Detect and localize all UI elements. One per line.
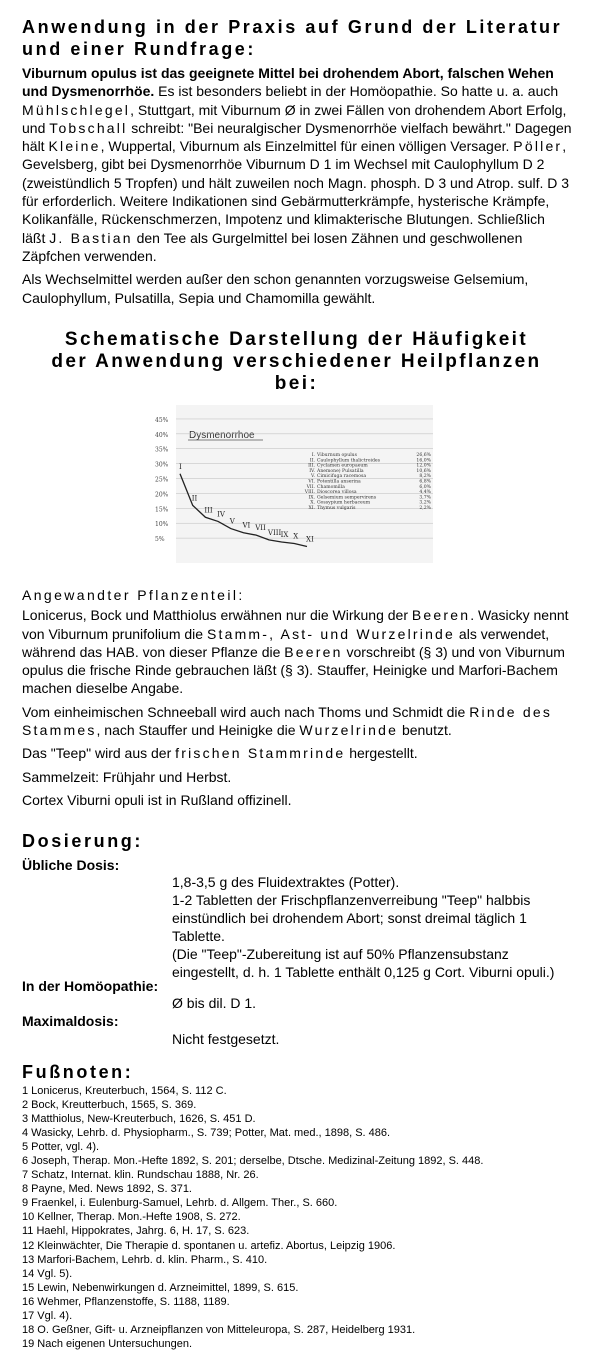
legend-name: Dioscorea villosa bbox=[317, 490, 357, 496]
chart-section-title-1: Schematische Darstellung der Häufigkeit bbox=[64, 329, 529, 350]
pt2-wurzelrinde: Wurzelrinde bbox=[299, 722, 399, 739]
pt3-text-b: hergestellt. bbox=[345, 745, 418, 762]
pt3-text-a: Das "Teep" wird aus der bbox=[22, 745, 176, 762]
chart-point-label: VIII bbox=[267, 528, 282, 537]
ubliche-value-1: 1,8-3,5 g des Fluidextraktes (Potter). bbox=[172, 874, 400, 890]
offizinell: Cortex Viburni opuli ist in Rußland offizinell. bbox=[22, 791, 292, 808]
legend-roman: V. bbox=[311, 474, 315, 480]
legend-value: 4,4% bbox=[419, 490, 431, 496]
legend-roman: IV. bbox=[309, 468, 315, 474]
pflanzenteil-paragraph-3 bbox=[22, 744, 572, 762]
praxis-heading bbox=[22, 16, 572, 60]
footnote-item: 16 Wehmer, Pflanzenstoffe, S. 1188, 1189. bbox=[22, 1295, 230, 1308]
pt2-text-a: Vom einheimischen Schneeball wird auch nach Thoms und Schmidt die bbox=[22, 703, 470, 720]
legend-value: 3,7% bbox=[419, 495, 431, 501]
chart-plot-background bbox=[176, 405, 433, 563]
chart-y-tick-label: 25% bbox=[155, 476, 169, 484]
footnote-item: 1 Lonicerus, Kreuterbuch, 1564, S. 112 C. bbox=[22, 1085, 227, 1097]
chart-title-block bbox=[10, 329, 583, 395]
legend-name: Gossypium herbaceum bbox=[317, 500, 371, 506]
chart-section-title-3: bei: bbox=[274, 373, 319, 394]
legend-value: 26,6% bbox=[416, 453, 431, 458]
pflanzenteil-paragraph-1 bbox=[22, 606, 572, 697]
chart-point-label: X bbox=[293, 532, 299, 541]
footnote-item: 10 Kellner, Therap. Mon.-Hefte 1908, S. 272. bbox=[22, 1211, 241, 1224]
chart-y-tick-label: 20% bbox=[155, 491, 169, 499]
pt-text-c: als verwendet, während das HAB. von dieser Pflanze die bbox=[22, 625, 550, 660]
legend-roman: IX. bbox=[308, 495, 315, 501]
footnote-item: 6 Joseph, Therap. Mon.-Hefte 1892, S. 201; derselbe, Dtsche. Medizinal-Zeitung 1892, S. 448. bbox=[22, 1155, 484, 1168]
chart-y-ticks bbox=[155, 417, 169, 543]
legend-name: Anemone) Pulsatilla bbox=[317, 468, 364, 474]
chart-point-label: II bbox=[191, 494, 198, 503]
footnote-item: 8 Payne, Med. News 1892, S. 371. bbox=[22, 1183, 192, 1196]
praxis-text-b: , Stuttgart, mit Viburnum Ø in zwei Fällen von drohendem Abort Erfolg, und bbox=[22, 101, 567, 136]
pt-text-a: Lonicerus, Bock und Matthiolus erwähnen nur die Wirkung der bbox=[22, 607, 412, 624]
pt2-text-b: , nach Stauffer und Heinigke die bbox=[96, 722, 300, 739]
footnote-item: 14 Vgl. 5). bbox=[22, 1267, 73, 1280]
praxis-text-d: , Wuppertal, Viburnum als Einzelmittel für einen völligen Versager. bbox=[100, 138, 514, 155]
ubliche-values bbox=[172, 873, 572, 981]
chart-y-tick-label: 30% bbox=[155, 461, 169, 469]
ubliche-label: Übliche Dosis: bbox=[22, 857, 120, 873]
footnote-item: 3 Matthiolus, New-Kreuterbuch, 1626, S. 451 D. bbox=[22, 1113, 256, 1126]
legend-value: 6,0% bbox=[419, 484, 431, 490]
author-kleine: Kleine bbox=[48, 138, 101, 155]
sammelzeit: Sammelzeit: Frühjahr und Herbst. bbox=[22, 768, 232, 785]
footnote-item: 9 Fraenkel, i. Eulenburg-Samuel, Lehrb. d. Allgem. Ther., S. 660. bbox=[22, 1197, 338, 1210]
legend-value: 8,2% bbox=[419, 474, 431, 480]
praxis-lead-bold: Viburnum opulus ist das geeignete Mittel bei drohendem Abort, falschen Wehen und Dysmenorrhöe. bbox=[22, 65, 554, 100]
chart-y-tick-label: 5% bbox=[155, 536, 165, 544]
footnote-item: 15 Lewin, Nebenwirkungen d. Arzneimittel, 1899, S. 615. bbox=[22, 1281, 299, 1294]
legend-name: Viburnum opulus bbox=[317, 453, 357, 458]
pt-text-b: . Wasicky nennt von Viburnum prunifolium die bbox=[22, 607, 569, 642]
footnote-item: 17 Vgl. 4). bbox=[22, 1309, 73, 1322]
author-bastian: J. Bastian bbox=[49, 229, 133, 246]
chart-point-label: XI bbox=[306, 535, 314, 544]
legend-value: 3,2% bbox=[419, 500, 431, 506]
chart-svg bbox=[153, 403, 439, 568]
chart-y-tick-label: 40% bbox=[155, 431, 169, 439]
chart-section-title-2: der Anwendung verschiedener Heilpflanzen bbox=[51, 351, 542, 372]
legend-roman: I. bbox=[311, 453, 315, 458]
footnote-item: 11 Haehl, Hippokrates, Jahrg. 6, H. 17, S. 623. bbox=[22, 1225, 250, 1238]
chart-y-tick-label: 45% bbox=[155, 416, 169, 424]
chart-point-label: VII bbox=[255, 524, 266, 533]
praxis-paragraph-1 bbox=[22, 64, 572, 265]
footnote-item: 4 Wasicky, Lehrb. d. Physiopharm., S. 739; Potter, Mat. med., 1898, S. 486. bbox=[22, 1127, 391, 1140]
pt3-frischen: frischen Stammrinde bbox=[175, 745, 346, 762]
legend-roman: VI. bbox=[308, 479, 315, 485]
footnote-item: 19 Nach eigenen Untersuchungen. bbox=[22, 1337, 193, 1350]
praxis-section bbox=[22, 16, 572, 307]
dysmenorrhoe-chart bbox=[153, 403, 439, 568]
max-label: Maximaldosis: bbox=[22, 1013, 119, 1029]
legend-value: 6,8% bbox=[419, 479, 431, 485]
footnote-item: 18 O. Geßner, Gift- u. Arzneipflanzen von Mitteleuropa, S. 287, Heidelberg 1931. bbox=[22, 1323, 416, 1336]
pflanzenteil-section bbox=[22, 586, 572, 809]
praxis-heading-line2: und einer Rundfrage: bbox=[22, 39, 257, 59]
legend-value: 16,0% bbox=[416, 458, 431, 464]
chart-title: Dysmenorrhoe bbox=[189, 430, 255, 441]
ubliche-value-2: 1-2 Tabletten der Frischpflanzenverreibung "Teep" halbbis einstündlich bei drohendem Abort; sonst dreimal täglich 1 Tablette. bbox=[172, 892, 531, 944]
legend-value: 10,6% bbox=[416, 468, 431, 474]
legend-name: Thymus vulgaris bbox=[317, 506, 356, 511]
homoo-value: Ø bis dil. D 1. bbox=[172, 995, 257, 1011]
legend-roman: III. bbox=[308, 463, 315, 469]
legend-value: 12,0% bbox=[416, 463, 431, 469]
pt-beeren-2: Beeren bbox=[284, 643, 343, 660]
chart-point-label: V bbox=[229, 517, 235, 526]
footnote-item: 5 Potter, vgl. 4). bbox=[22, 1141, 100, 1154]
pt-beeren-1: Beeren bbox=[411, 607, 471, 624]
chart-point-label: III bbox=[204, 506, 213, 515]
footnotes-heading: Fußnoten: bbox=[22, 1062, 134, 1082]
ubliche-value-3: (Die "Teep"-Zubereitung ist auf 50% Pflanzensubstanz eingestellt, d. h. 1 Tablette enthält 0,125 g Cort. Viburni opuli.) bbox=[172, 946, 555, 980]
dosierung-heading: Dosierung: bbox=[22, 831, 144, 851]
praxis-text-a: Es ist besonders beliebt in der Homöopathie. So hatte u. a. auch bbox=[154, 83, 559, 100]
legend-value: 2,2% bbox=[419, 506, 431, 511]
legend-roman: VII. bbox=[306, 484, 315, 490]
praxis-text-c: schreibt: "Bei neuralgischer Dysmenorrhöe vielfach bewährt." Dagegen hält bbox=[22, 119, 572, 155]
author-poeller: Pöller bbox=[513, 138, 563, 155]
legend-roman: VIII. bbox=[304, 490, 315, 496]
max-value: Nicht festgesetzt. bbox=[172, 1031, 280, 1047]
author-muehlschlegel: Mühlschlegel bbox=[22, 101, 131, 118]
footnotes-list bbox=[22, 1084, 582, 1351]
praxis-text-f: den Tee als Gurgelmittel bei losen Zähnen und geschwollenen Zäpfchen verwenden. bbox=[22, 229, 523, 264]
pt2-rinde-stamm: Rinde des Stammes bbox=[22, 703, 553, 739]
pflanzenteil-heading: Angewandter Pflanzenteil: bbox=[22, 587, 245, 603]
pt-text-d: vorschreibt (§ 3) und von Viburnum opulus die frische Rinde gebrauchen läßt (§ 3). Stauffer, Heinigke und Marfori-Bachem machen dieselbe Angabe. bbox=[22, 643, 565, 697]
legend-name: Cyclamen europaeum bbox=[317, 463, 368, 469]
praxis-paragraph-2: Als Wechselmittel werden außer den schon genannten vorzugsweise Gelsemium, Caulophyllum, Pulsatilla, Sepia und Chamomilla gewählt. bbox=[22, 271, 529, 306]
legend-name: Caulophyllum thalictroides bbox=[317, 458, 381, 464]
footnote-item: 7 Schatz, Internat. klin. Rundschau 1888, Nr. 26. bbox=[22, 1169, 259, 1182]
footnote-item: 2 Bock, Kreutterbuch, 1565, S. 369. bbox=[22, 1099, 197, 1112]
chart-point-label: IV bbox=[217, 510, 225, 519]
chart-y-tick-label: 15% bbox=[155, 506, 169, 514]
chart-y-tick-label: 35% bbox=[155, 446, 169, 454]
pflanzenteil-paragraph-2 bbox=[22, 703, 572, 740]
footnote-item: 12 Kleinwächter, Die Therapie d. spontanen u. artefiz. Abortus, Leipzig 1906. bbox=[22, 1239, 396, 1252]
legend-name: Gelsemium sempervirens bbox=[317, 495, 377, 501]
pt-stamm: Stamm-, Ast- und Wurzelrinde bbox=[206, 625, 456, 642]
chart-point-label: I bbox=[179, 462, 182, 471]
legend-roman: XI. bbox=[308, 506, 315, 511]
legend-name: Chamomilla bbox=[317, 484, 345, 490]
footnote-item: 13 Marfori-Bachem, Lehrb. d. klin. Pharm., S. 410. bbox=[22, 1253, 268, 1266]
legend-name: Cimicifuga racemosa bbox=[317, 474, 367, 480]
author-tobschall: Tobschall bbox=[49, 119, 128, 136]
chart-point-label: VI bbox=[242, 521, 251, 530]
legend-roman: X. bbox=[310, 500, 315, 506]
chart-point-label: IX bbox=[280, 530, 289, 539]
chart-y-tick-label: 10% bbox=[155, 521, 169, 529]
praxis-heading-line1: Anwendung in der Praxis auf Grund der Literatur bbox=[22, 17, 563, 37]
homoo-label: In der Homöopathie: bbox=[22, 978, 159, 994]
legend-name: Potentilla anserina bbox=[317, 479, 361, 485]
legend-roman: II. bbox=[309, 458, 315, 464]
pt2-text-c: benutzt. bbox=[398, 722, 452, 739]
praxis-text-e: , Gevelsberg, gibt bei Dysmenorrhöe Viburnum D 1 im Wechsel mit Caulophyllum D 2 (zweistündlich 5 Tropfen) und hält zuweilen noch Magn. phosph. D 3 und Atrop. sulf. D 3 für erforderlich. Weitere Indikationen sind Gebärmutterkrämpfe, hysterische Krämpfe, Kolikanfälle, Rückenschmerzen, Impotenz und klimakterische Blutungen. Schließlich läßt bbox=[22, 138, 570, 246]
